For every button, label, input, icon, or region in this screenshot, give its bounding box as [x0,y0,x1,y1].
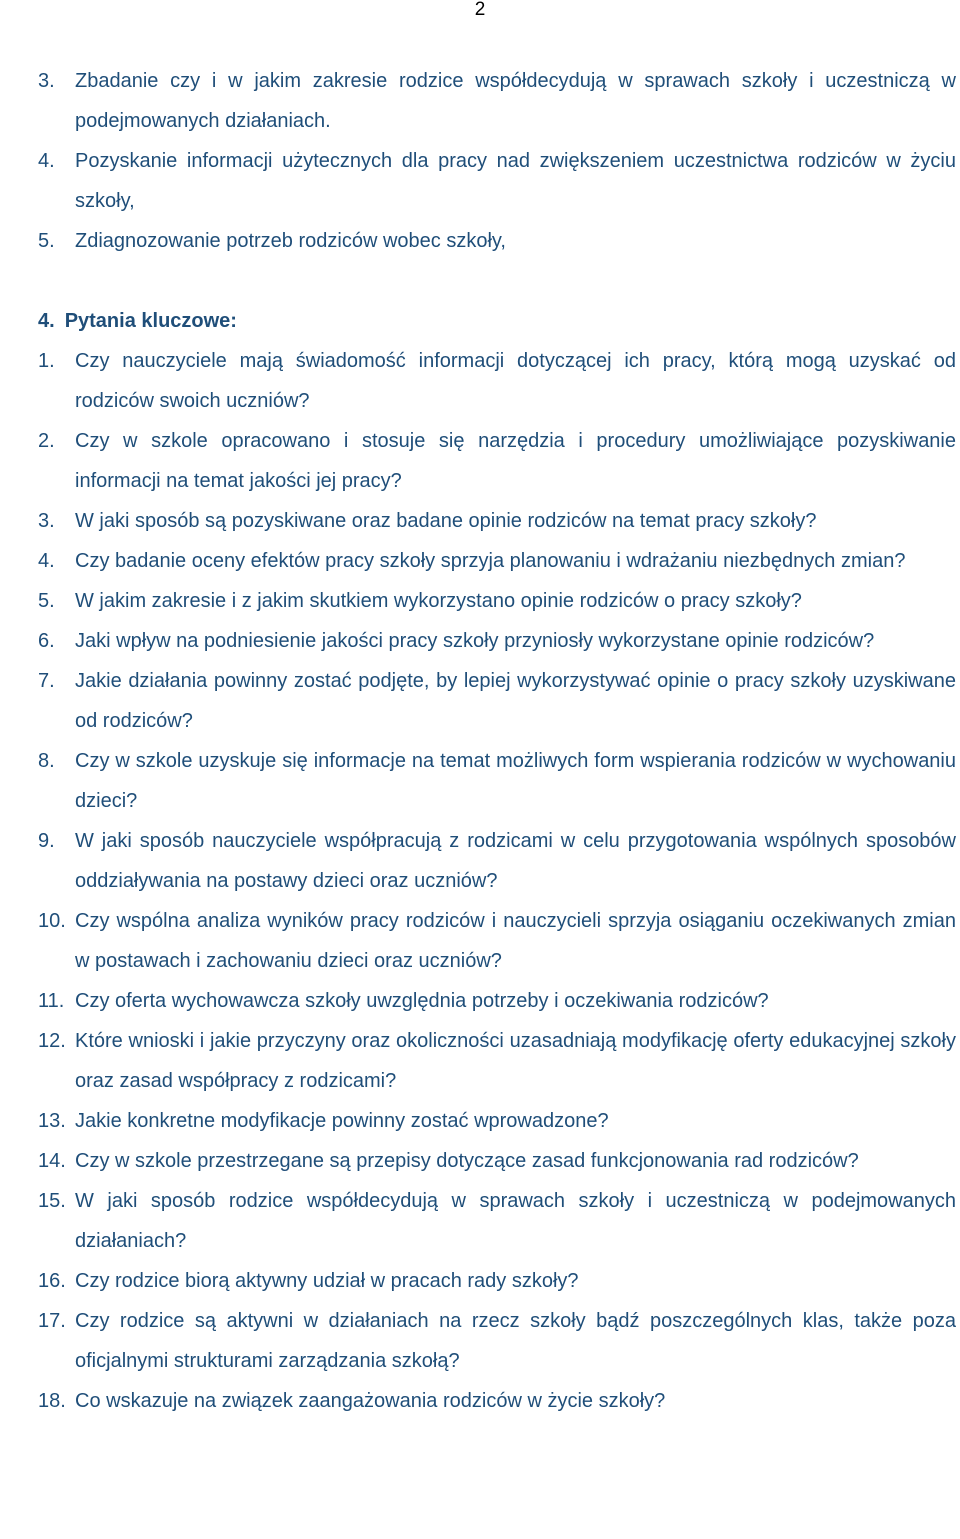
question-text: Czy rodzice są aktywni w działaniach na rzecz szkoły bądź poszczególnych klas, także poza oficjalnymi strukturami zarządzania szkołą? [75,1310,956,1372]
list-item-text: Pozyskanie informacji użytecznych dla pracy nad zwiększeniem uczestnictwa rodziców w życiu szkoły, [75,150,956,212]
question-item [38,421,956,501]
question-number: 17. [38,1310,66,1332]
question-text: W jakim zakresie i z jakim skutkiem wykorzystano opinie rodziców o pracy szkoły? [75,590,802,612]
list-item [38,61,956,141]
question-item [38,541,956,581]
question-number: 2. [38,430,55,452]
question-item [38,981,956,1021]
question-text: Jakie działania powinny zostać podjęte, by lepiej wykorzystywać opinie o pracy szkoły uzyskiwane od rodziców? [75,670,956,732]
question-item [38,501,956,541]
document-body [38,61,956,1421]
question-text: Jaki wpływ na podniesienie jakości pracy szkoły przyniosły wykorzystane opinie rodziców? [75,630,875,652]
question-number: 11. [38,990,65,1012]
list-item-text: Zdiagnozowanie potrzeb rodziców wobec szkoły, [75,230,506,252]
question-number: 12. [38,1030,66,1052]
question-number: 3. [38,510,55,532]
page-number: 2 [474,0,486,20]
question-number: 16. [38,1270,66,1292]
list-item [38,221,956,261]
section-number: 4. [38,310,55,332]
question-number: 7. [38,670,55,692]
question-text: Czy w szkole opracowano i stosuje się narzędzia i procedury umożliwiające pozyskiwanie informacji na temat jakości jej pracy? [75,430,956,492]
question-number: 1. [38,350,55,372]
question-text: Czy w szkole uzyskuje się informacje na temat możliwych form wspierania rodziców w wychowaniu dzieci? [75,750,956,812]
question-text: Czy wspólna analiza wyników pracy rodziców i nauczycieli sprzyja osiąganiu oczekiwanych zmian w postawach i zachowaniu dzieci oraz uczniów? [75,910,956,972]
question-item [38,821,956,901]
question-text: Które wnioski i jakie przyczyny oraz okoliczności uzasadniają modyfikację oferty edukacyjnej szkoły oraz zasad współpracy z rodzicami? [75,1030,956,1092]
question-item [38,661,956,741]
question-text: Co wskazuje na związek zaangażowania rodziców w życie szkoły? [75,1390,666,1412]
section-title: Pytania kluczowe: [64,310,237,332]
question-text: W jaki sposób nauczyciele współpracują z rodzicami w celu przygotowania wspólnych sposobów oddziaływania na postawy dzieci oraz uczniów? [75,830,956,892]
question-item [38,1181,956,1261]
objectives-list [38,61,956,261]
question-item [38,1301,956,1381]
question-item [38,901,956,981]
question-text: W jaki sposób są pozyskiwane oraz badane opinie rodziców na temat pracy szkoły? [75,510,817,532]
question-text: Czy badanie oceny efektów pracy szkoły sprzyja planowaniu i wdrażaniu niezbędnych zmian? [75,550,906,572]
question-item [38,1381,956,1421]
question-text: Jakie konkretne modyfikacje powinny zostać wprowadzone? [75,1110,609,1132]
question-number: 15. [38,1190,66,1212]
question-item [38,1261,956,1301]
question-number: 9. [38,830,55,852]
question-text: Czy nauczyciele mają świadomość informacji dotyczącej ich pracy, którą mogą uzyskać od rodziców swoich uczniów? [75,350,956,412]
list-item [38,141,956,221]
section-heading [38,301,956,341]
question-item [38,621,956,661]
question-number: 13. [38,1110,66,1132]
question-item [38,1021,956,1101]
question-text: Czy w szkole przestrzegane są przepisy dotyczące zasad funkcjonowania rad rodziców? [75,1150,859,1172]
question-number: 14. [38,1150,66,1172]
question-number: 4. [38,550,55,572]
list-item-number: 3. [38,70,55,92]
list-item-text: Zbadanie czy i w jakim zakresie rodzice współdecydują w sprawach szkoły i uczestniczą w podejmowanych działaniach. [75,70,956,132]
question-number: 8. [38,750,55,772]
question-number: 5. [38,590,55,612]
question-text: Czy rodzice biorą aktywny udział w pracach rady szkoły? [75,1270,579,1292]
question-text: Czy oferta wychowawcza szkoły uwzględnia potrzeby i oczekiwania rodziców? [75,990,769,1012]
question-item [38,1141,956,1181]
question-text: W jaki sposób rodzice współdecydują w sprawach szkoły i uczestniczą w podejmowanych działaniach? [75,1190,956,1252]
list-item-number: 4. [38,150,55,172]
list-item-number: 5. [38,230,55,252]
question-number: 10. [38,910,66,932]
questions-list [38,341,956,1421]
question-number: 18. [38,1390,66,1412]
question-item [38,1101,956,1141]
question-item [38,581,956,621]
question-item [38,741,956,821]
question-item [38,341,956,421]
question-number: 6. [38,630,55,652]
